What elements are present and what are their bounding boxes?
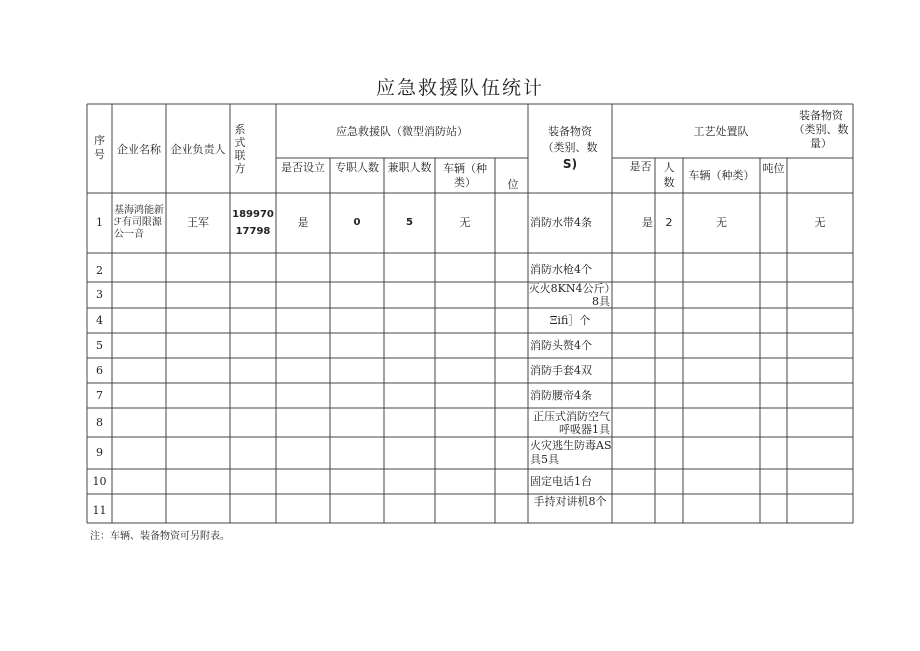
header-process-established: 是否 [629,160,652,173]
header-process-vehicle: 车辆（种类） [688,169,755,182]
header-process-team: 工艺处置队 [693,125,749,138]
header-contact: 系 式 联 方 [234,123,246,175]
header-equipment2: 装备物资（类别、数量） [793,109,849,150]
row-seq: 7 [96,388,103,402]
footnote: 注：车辆、装备物资可另附表。 [90,531,230,542]
row-equipment: 消防头赘4个 [530,338,592,352]
row1-fulltime: 0 [353,217,361,228]
row-seq: 2 [96,264,103,277]
row-equipment: 消防手套4双 [530,363,592,377]
row-seq: 3 [96,288,103,301]
row1-head: 王军 [187,216,209,229]
header-company-name: 企业名称 [117,143,161,156]
row1-equipment2: 无 [814,216,826,229]
row-equipment: 固定电话1台 [530,474,592,488]
row-equipment: 消防水枪4个 [530,263,592,276]
row-equipment: 灭火8KN4公斤）8具 [528,282,610,308]
header-fulltime: 专职人数 [335,161,379,174]
header-tonnage: 吨位 [762,162,785,175]
row1-phone: 189970 17798 [232,209,274,237]
row-seq: 4 [96,313,103,327]
row-seq: 11 [92,504,107,517]
header-persons: 人 数 [663,161,675,189]
row1-parttime: 5 [406,217,413,228]
row-seq: 5 [96,338,103,352]
row1-process-vehicle: 无 [716,216,727,229]
row1-company: 基海鸿能新ℱ有司限源公一音 [114,205,164,240]
row-equipment: Ξifi］个 [549,313,591,327]
header-seq: 序 号 [94,134,105,161]
row-seq: 10 [92,474,107,488]
row-equipment: 消防腰帝4条 [530,388,592,402]
row1-process-established: 是 [642,216,653,229]
header-parttime: 兼职人数 [387,161,432,174]
header-company-head: 企业负责人 [170,143,226,156]
row-equipment: 火灾逃生防毒AS具5具 [530,439,612,466]
row1-vehicle: 无 [459,216,471,229]
row1-established: 是 [297,216,309,229]
header-position: 位 [507,178,519,191]
header-vehicle: 车辆（种类） [443,162,487,189]
row1-process-persons: 2 [665,216,673,229]
row-seq: 8 [96,415,103,429]
page-title: 应急救援队伍统计 [375,77,544,99]
row-equipment: 手持对讲机8个 [533,495,607,508]
row1-seq: 1 [96,216,103,229]
header-rescue-team: 应急救援队（微型消防站） [336,125,468,138]
row-seq: 6 [96,363,103,377]
row-equipment: 正压式消防空气呼吸器1具 [533,409,610,436]
row-seq: 9 [96,446,103,459]
header-equipment: 装备物资 （类别、数 S) [542,125,598,171]
row1-equipment: 消防水带4条 [530,216,592,229]
header-established: 是否设立 [281,161,325,174]
